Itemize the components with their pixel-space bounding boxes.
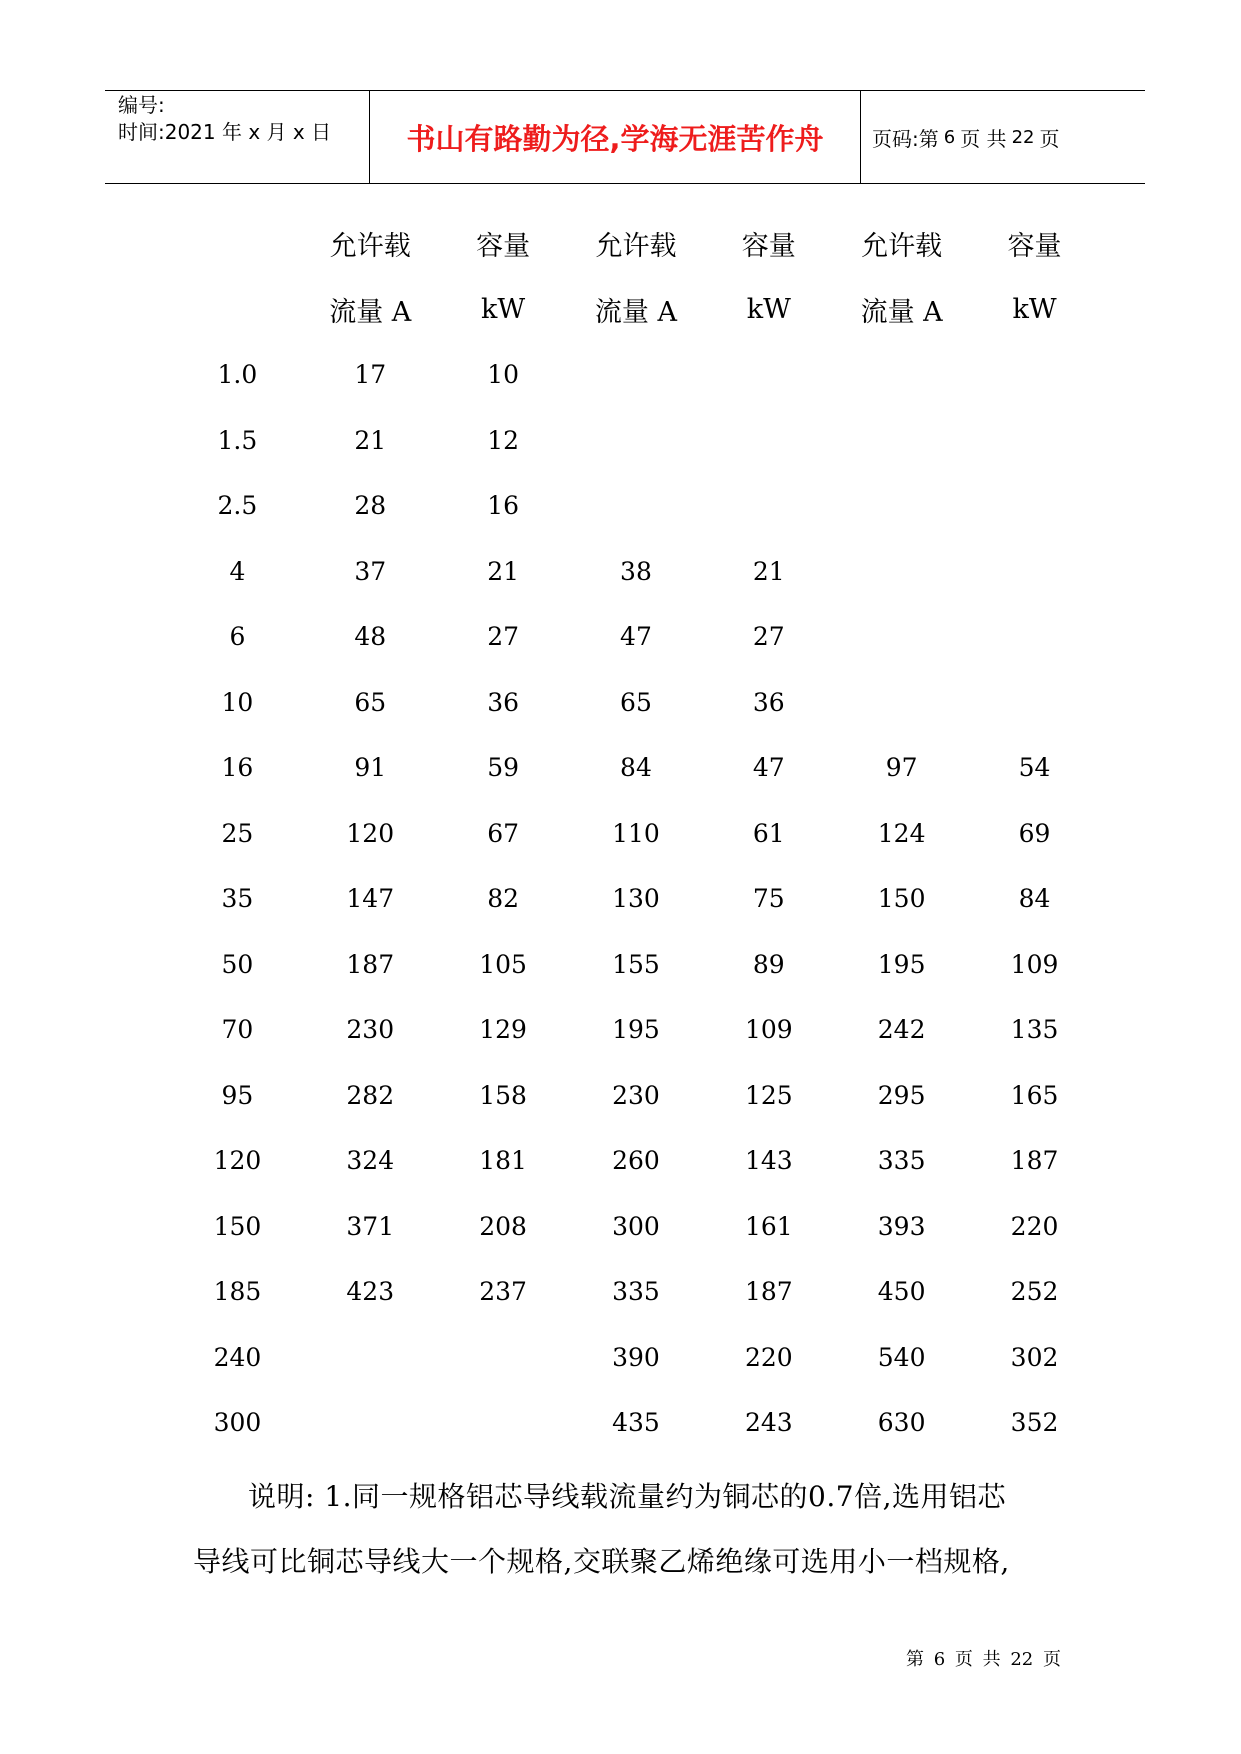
table-cell: 125 <box>744 1080 793 1110</box>
table-cell <box>702 473 835 539</box>
table-cell: 181 <box>479 1146 527 1176</box>
table-cell <box>968 604 1101 670</box>
table-cell: 1.5 <box>217 425 258 455</box>
table-row <box>171 408 1101 474</box>
table-cell: 237 <box>479 1277 527 1307</box>
table-cell: 38 <box>620 556 652 586</box>
table-cell: 435 <box>612 1408 660 1438</box>
table-cell <box>968 408 1101 474</box>
table-cell: 208 <box>479 1211 527 1241</box>
table-cell: 243 <box>744 1408 793 1438</box>
table-cell: 10 <box>487 360 520 390</box>
table-cell <box>968 670 1101 736</box>
table-cell: 允许载 <box>595 231 677 263</box>
table-cell <box>570 473 703 539</box>
table-cell <box>835 342 968 408</box>
table-cell: 流量 A <box>329 296 412 328</box>
table-cell <box>968 539 1101 605</box>
table-cell: 27 <box>487 622 520 652</box>
table-row <box>171 801 1101 867</box>
table-cell: kW <box>1012 293 1057 325</box>
table-cell <box>835 539 968 605</box>
page-mid: 页 共 <box>960 126 1007 151</box>
table-row <box>171 670 1101 736</box>
table-cell: 61 <box>752 818 785 848</box>
table-cell: 36 <box>752 687 785 717</box>
table-cell: 423 <box>346 1277 395 1307</box>
table-cell <box>835 670 968 736</box>
header-motto: 书山有路勤为径,学海无涯苦作舟 <box>406 121 824 156</box>
table-cell: 28 <box>354 491 387 521</box>
table-cell: 59 <box>487 753 520 783</box>
table-cell: 147 <box>346 884 395 914</box>
table-cell: 84 <box>620 753 652 783</box>
table-cell: 230 <box>612 1080 660 1110</box>
table-cell: 630 <box>877 1408 926 1438</box>
table-cell: 65 <box>620 687 652 717</box>
table-cell: 150 <box>213 1211 262 1241</box>
table-cell: 335 <box>877 1146 926 1176</box>
table-cell <box>968 473 1101 539</box>
table-row <box>171 1194 1101 1260</box>
table-cell: 36 <box>487 687 520 717</box>
table-cell: 120 <box>346 818 395 848</box>
table-cell <box>702 342 835 408</box>
table-cell: 6 <box>229 622 246 652</box>
table-cell: 21 <box>487 556 520 586</box>
table-cell <box>968 342 1101 408</box>
table-cell: 390 <box>612 1342 660 1372</box>
table-cell: 67 <box>487 818 520 848</box>
serial-label: 编号: <box>118 93 165 117</box>
table-cell: 450 <box>877 1277 926 1307</box>
footer-page-number: 第 6 页 共 22 页 <box>906 1649 1061 1670</box>
table-cell: 324 <box>346 1146 395 1176</box>
table-cell: 70 <box>221 1015 254 1045</box>
table-cell: 371 <box>346 1211 395 1241</box>
table-row <box>171 735 1101 801</box>
table-cell: 124 <box>877 818 926 848</box>
table-cell: 容量 <box>741 231 796 263</box>
table-row <box>171 1390 1101 1456</box>
table-cell: 540 <box>877 1342 926 1372</box>
ampacity-table <box>171 211 1101 1456</box>
table-cell: 2.5 <box>217 491 258 521</box>
table-cell: 242 <box>877 1015 926 1045</box>
table-cell: 135 <box>1010 1015 1059 1045</box>
table-cell: 120 <box>213 1146 262 1176</box>
table-row <box>171 473 1101 539</box>
table-cell: 260 <box>612 1146 660 1176</box>
table-cell <box>702 408 835 474</box>
table-cell: 393 <box>877 1211 926 1241</box>
header-meta <box>118 92 363 146</box>
table-cell: 110 <box>612 818 660 848</box>
table-cell <box>304 1390 437 1456</box>
page-current: 6 <box>943 126 956 148</box>
table-cell: 48 <box>354 622 387 652</box>
table-cell: 95 <box>221 1080 254 1110</box>
table-cell: 允许载 <box>861 231 943 263</box>
table-cell: 容量 <box>1007 231 1062 263</box>
table-cell: 97 <box>885 753 918 783</box>
table-cell: 129 <box>479 1015 527 1045</box>
table-cell: 47 <box>620 622 652 652</box>
table-row <box>171 1128 1101 1194</box>
table-row <box>171 1259 1101 1325</box>
table-cell <box>171 277 304 343</box>
table-row <box>171 866 1101 932</box>
table-cell: 109 <box>1010 949 1059 979</box>
table-cell: 109 <box>744 1015 793 1045</box>
header-page-info <box>872 90 1059 184</box>
table-cell: 16 <box>487 491 520 521</box>
page-suffix: 页 <box>1039 126 1060 151</box>
table-cell: 105 <box>479 949 527 979</box>
table-cell: 240 <box>213 1342 262 1372</box>
table-cell: 84 <box>1018 884 1051 914</box>
table-cell: 21 <box>354 425 387 455</box>
table-cell: 195 <box>612 1015 660 1045</box>
table-cell: 12 <box>487 425 520 455</box>
table-cell <box>304 1325 437 1391</box>
table-cell <box>570 342 703 408</box>
table-cell: 10 <box>221 687 254 717</box>
table-cell: 230 <box>346 1015 395 1045</box>
table-cell: 容量 <box>476 231 531 263</box>
time-label: 时间:2021 年 x 月 x 日 <box>118 120 332 144</box>
table-cell: 302 <box>1010 1342 1059 1372</box>
table-cell: 185 <box>213 1277 262 1307</box>
table-header-row <box>171 211 1101 277</box>
table-cell: 27 <box>752 622 785 652</box>
table-cell: 流量 A <box>594 296 677 328</box>
table-header-row <box>171 277 1101 343</box>
page-prefix: 页码:第 <box>872 126 939 151</box>
table-cell: 165 <box>1010 1080 1059 1110</box>
table-cell: 220 <box>1010 1211 1059 1241</box>
table-cell: 1.0 <box>217 360 258 390</box>
table-cell: kW <box>481 293 526 325</box>
table-cell: 187 <box>744 1277 793 1307</box>
table-row <box>171 604 1101 670</box>
table-cell: 69 <box>1018 818 1051 848</box>
table-cell: 50 <box>221 949 254 979</box>
table-cell: 54 <box>1018 753 1051 783</box>
table-cell: 187 <box>1010 1146 1059 1176</box>
table-cell: 300 <box>213 1408 262 1438</box>
header-divider-right <box>860 90 861 184</box>
table-cell: 25 <box>221 818 254 848</box>
note-line-1: 说明: 1.同一规格铝芯导线载流量约为铜芯的0.7倍,选用铝芯 <box>248 1480 1006 1513</box>
table-cell: 75 <box>752 884 785 914</box>
table-cell: 130 <box>612 884 660 914</box>
table-cell: kW <box>746 293 791 325</box>
table-cell: 187 <box>346 949 395 979</box>
table-cell: 252 <box>1010 1277 1059 1307</box>
table-cell <box>437 1390 570 1456</box>
table-cell: 161 <box>744 1211 793 1241</box>
table-row <box>171 539 1101 605</box>
table-cell: 允许载 <box>329 231 411 263</box>
table-cell: 155 <box>612 949 660 979</box>
table-cell: 150 <box>877 884 926 914</box>
table-cell: 89 <box>752 949 785 979</box>
table-cell: 17 <box>354 360 387 390</box>
table-cell: 37 <box>354 556 387 586</box>
table-cell <box>835 408 968 474</box>
table-cell: 35 <box>221 884 254 914</box>
table-cell: 195 <box>877 949 926 979</box>
table-cell <box>171 211 304 277</box>
table-cell: 流量 A <box>860 296 943 328</box>
table-row <box>171 342 1101 408</box>
note-line-2: 导线可比铜芯导线大一个规格,交联聚乙烯绝缘可选用小一档规格, <box>193 1545 1010 1578</box>
table-cell: 295 <box>877 1080 926 1110</box>
table-row <box>171 1325 1101 1391</box>
table-cell: 352 <box>1010 1408 1059 1438</box>
table-cell <box>437 1325 570 1391</box>
table-cell: 143 <box>744 1146 793 1176</box>
table-row <box>171 997 1101 1063</box>
page-total: 22 <box>1011 126 1035 148</box>
table-cell: 282 <box>346 1080 395 1110</box>
table-cell: 91 <box>354 753 387 783</box>
table-row <box>171 932 1101 998</box>
table-cell: 158 <box>479 1080 527 1110</box>
table-cell: 335 <box>612 1277 660 1307</box>
table-cell <box>570 408 703 474</box>
table-cell <box>835 604 968 670</box>
table-cell: 47 <box>752 753 785 783</box>
table-cell: 21 <box>752 556 785 586</box>
table-cell: 16 <box>221 753 254 783</box>
table-row <box>171 1063 1101 1129</box>
table-cell: 220 <box>744 1342 793 1372</box>
table-cell: 82 <box>487 884 520 914</box>
table-cell: 65 <box>354 687 387 717</box>
table-cell <box>835 473 968 539</box>
table-cell: 300 <box>612 1211 660 1241</box>
table-cell: 4 <box>229 556 246 586</box>
